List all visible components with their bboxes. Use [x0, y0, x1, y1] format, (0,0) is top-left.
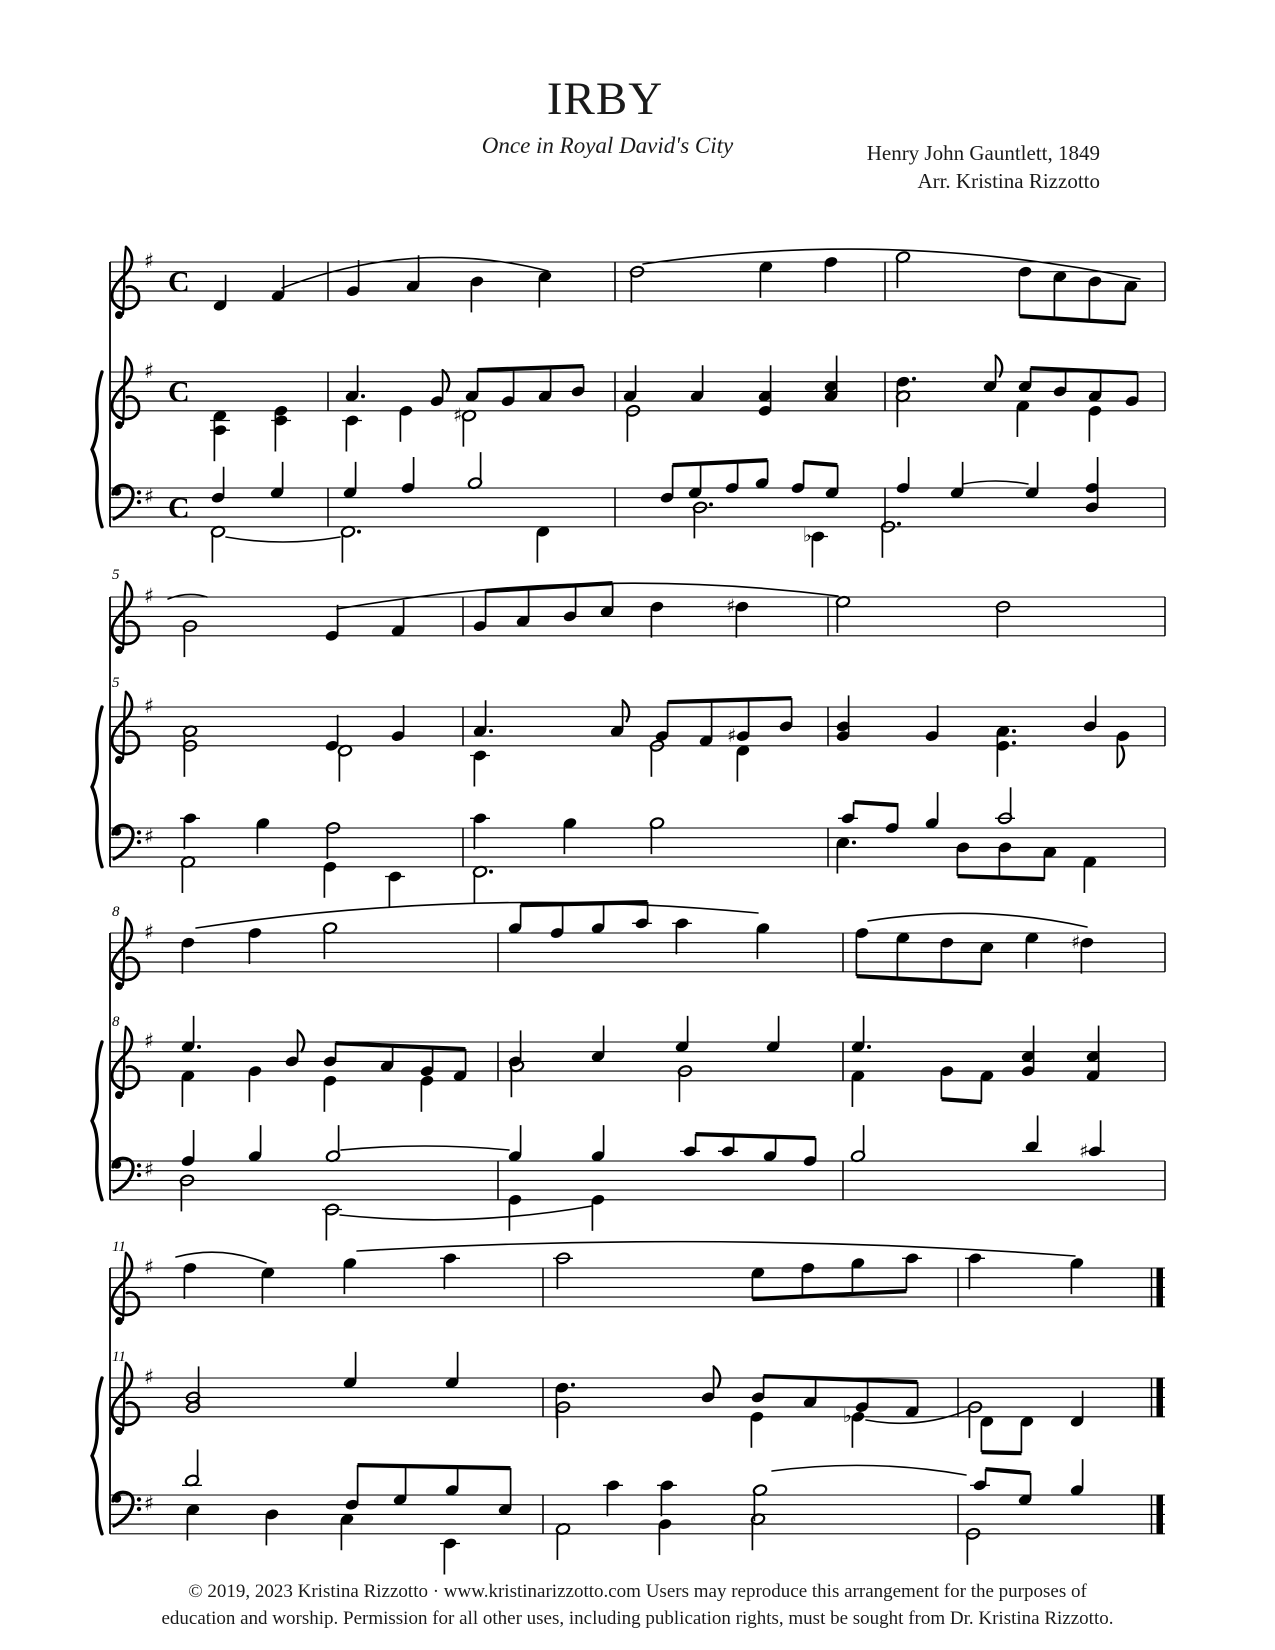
composer-credit: Henry John Gauntlett, 1849 — [866, 141, 1100, 165]
time-signature: C — [168, 375, 190, 409]
copyright-footer — [0, 1578, 1275, 1632]
measure-number: 5 — [112, 675, 120, 691]
slur — [772, 1465, 966, 1475]
sharp-accidental: ♯ — [726, 595, 736, 618]
treble-clef — [115, 646, 123, 654]
slur — [868, 913, 1087, 927]
key-signature-sharp: ♯ — [144, 359, 155, 383]
flat-accidental: ♭ — [803, 524, 812, 547]
bass-clef — [137, 1507, 141, 1511]
piano-brace — [92, 707, 102, 867]
bass-clef — [137, 1173, 141, 1177]
treble-clef — [115, 756, 123, 764]
beam — [804, 460, 838, 467]
key-signature-sharp: ♯ — [144, 694, 155, 718]
arranger-credit: Arr. Kristina Rizzotto — [917, 169, 1100, 193]
bass-clef — [137, 500, 141, 504]
slur — [226, 537, 340, 542]
key-signature-sharp: ♯ — [144, 1157, 155, 1182]
copyright-line-1: © 2019, 2023 Kristina Rizzotto · www.kristinarizzotto.com Users may reproduce this arrangement for the purposes of — [188, 1581, 1087, 1602]
key-signature-sharp: ♯ — [144, 824, 155, 849]
treble-clef — [123, 582, 126, 649]
final-barline-thick — [1157, 1495, 1164, 1534]
treble-clef — [123, 357, 126, 424]
piano-brace — [92, 372, 102, 527]
slur — [337, 583, 838, 609]
treble-clef — [123, 1027, 126, 1094]
eighth-flag — [443, 370, 450, 391]
key-signature-sharp: ♯ — [144, 484, 155, 509]
beam — [668, 696, 792, 704]
slur — [176, 1252, 266, 1263]
key-signature-sharp: ♯ — [144, 1029, 155, 1053]
beam — [958, 874, 1045, 881]
key-signature-sharp: ♯ — [144, 584, 155, 608]
sharp-accidental: ♯ — [453, 404, 463, 427]
eighth-flag — [1117, 746, 1124, 767]
time-signature: C — [168, 265, 190, 299]
beam — [855, 800, 899, 807]
augmentation-dot — [571, 1383, 575, 1387]
treble-clef — [115, 1317, 123, 1325]
eighth-flag — [714, 1366, 721, 1387]
sharp-accidental: ♯ — [1079, 1140, 1089, 1163]
beam — [764, 1374, 918, 1384]
beam — [986, 1467, 1031, 1475]
slur — [963, 481, 1028, 484]
slur — [341, 1146, 509, 1150]
eighth-flag — [623, 700, 630, 721]
beam — [982, 1450, 1022, 1455]
key-signature-sharp: ♯ — [144, 1365, 155, 1389]
piano-brace — [92, 1042, 102, 1200]
beam — [753, 1289, 907, 1301]
beam — [696, 1132, 816, 1140]
treble-clef — [115, 421, 123, 429]
treble-clef — [115, 311, 123, 319]
slur — [340, 1206, 592, 1220]
measure-number: 5 — [112, 567, 120, 583]
treble-clef — [123, 692, 126, 759]
measure-number: 11 — [112, 1349, 126, 1365]
beam — [1031, 366, 1138, 375]
slur — [357, 1242, 1075, 1256]
beam — [942, 1097, 982, 1104]
measure-number: 11 — [112, 1239, 126, 1255]
piece-title: IRBY — [546, 73, 664, 125]
beam — [478, 364, 584, 372]
measure-number: 8 — [112, 1014, 120, 1030]
piece-subtitle: Once in Royal David's City — [481, 133, 734, 158]
bass-clef — [137, 830, 141, 834]
eighth-flag — [298, 1030, 305, 1051]
treble-clef — [123, 918, 126, 985]
augmentation-dot — [489, 870, 493, 874]
treble-clef — [123, 247, 126, 314]
augmentation-dot — [897, 522, 901, 526]
treble-clef — [115, 982, 123, 990]
augmentation-dot — [197, 1045, 201, 1049]
key-signature-sharp: ♯ — [144, 920, 155, 944]
augmentation-dot — [1012, 729, 1016, 733]
beam — [1020, 314, 1126, 325]
treble-clef — [123, 1253, 126, 1320]
treble-clef — [115, 1091, 123, 1099]
augmentation-dot — [709, 502, 713, 506]
bass-clef — [137, 840, 141, 844]
key-signature-sharp: ♯ — [144, 249, 155, 273]
treble-clef — [123, 1363, 126, 1430]
augmentation-dot — [852, 841, 856, 845]
beam — [673, 458, 768, 467]
final-barline-thick — [1157, 1268, 1164, 1307]
flat-accidental: ♭ — [843, 1404, 852, 1427]
beam — [358, 1463, 511, 1470]
key-signature-sharp: ♯ — [144, 1491, 155, 1516]
augmentation-dot — [867, 1045, 871, 1049]
augmentation-dot — [912, 377, 916, 381]
bass-clef — [137, 490, 141, 494]
treble-clef — [115, 1427, 123, 1435]
beam — [857, 974, 982, 985]
copyright-line-2: education and worship. Permission for all other uses, including publication rights, must be sought from Dr. Kristina Rizzotto. — [161, 1608, 1114, 1629]
piano-brace — [92, 1378, 102, 1534]
augmentation-dot — [489, 729, 493, 733]
sharp-accidental: ♯ — [1071, 931, 1081, 954]
slur — [196, 902, 758, 928]
augmentation-dot — [357, 530, 361, 534]
augmentation-dot — [1012, 741, 1016, 745]
key-signature-sharp: ♯ — [144, 1255, 155, 1279]
bass-clef — [137, 1163, 141, 1167]
sharp-accidental: ♯ — [727, 725, 737, 748]
eighth-flag — [996, 356, 1003, 377]
measure-number: 8 — [112, 904, 120, 920]
time-signature: C — [168, 491, 190, 525]
final-barline-thick — [1157, 1378, 1164, 1417]
bass-clef — [137, 1497, 141, 1501]
augmentation-dot — [361, 394, 365, 398]
